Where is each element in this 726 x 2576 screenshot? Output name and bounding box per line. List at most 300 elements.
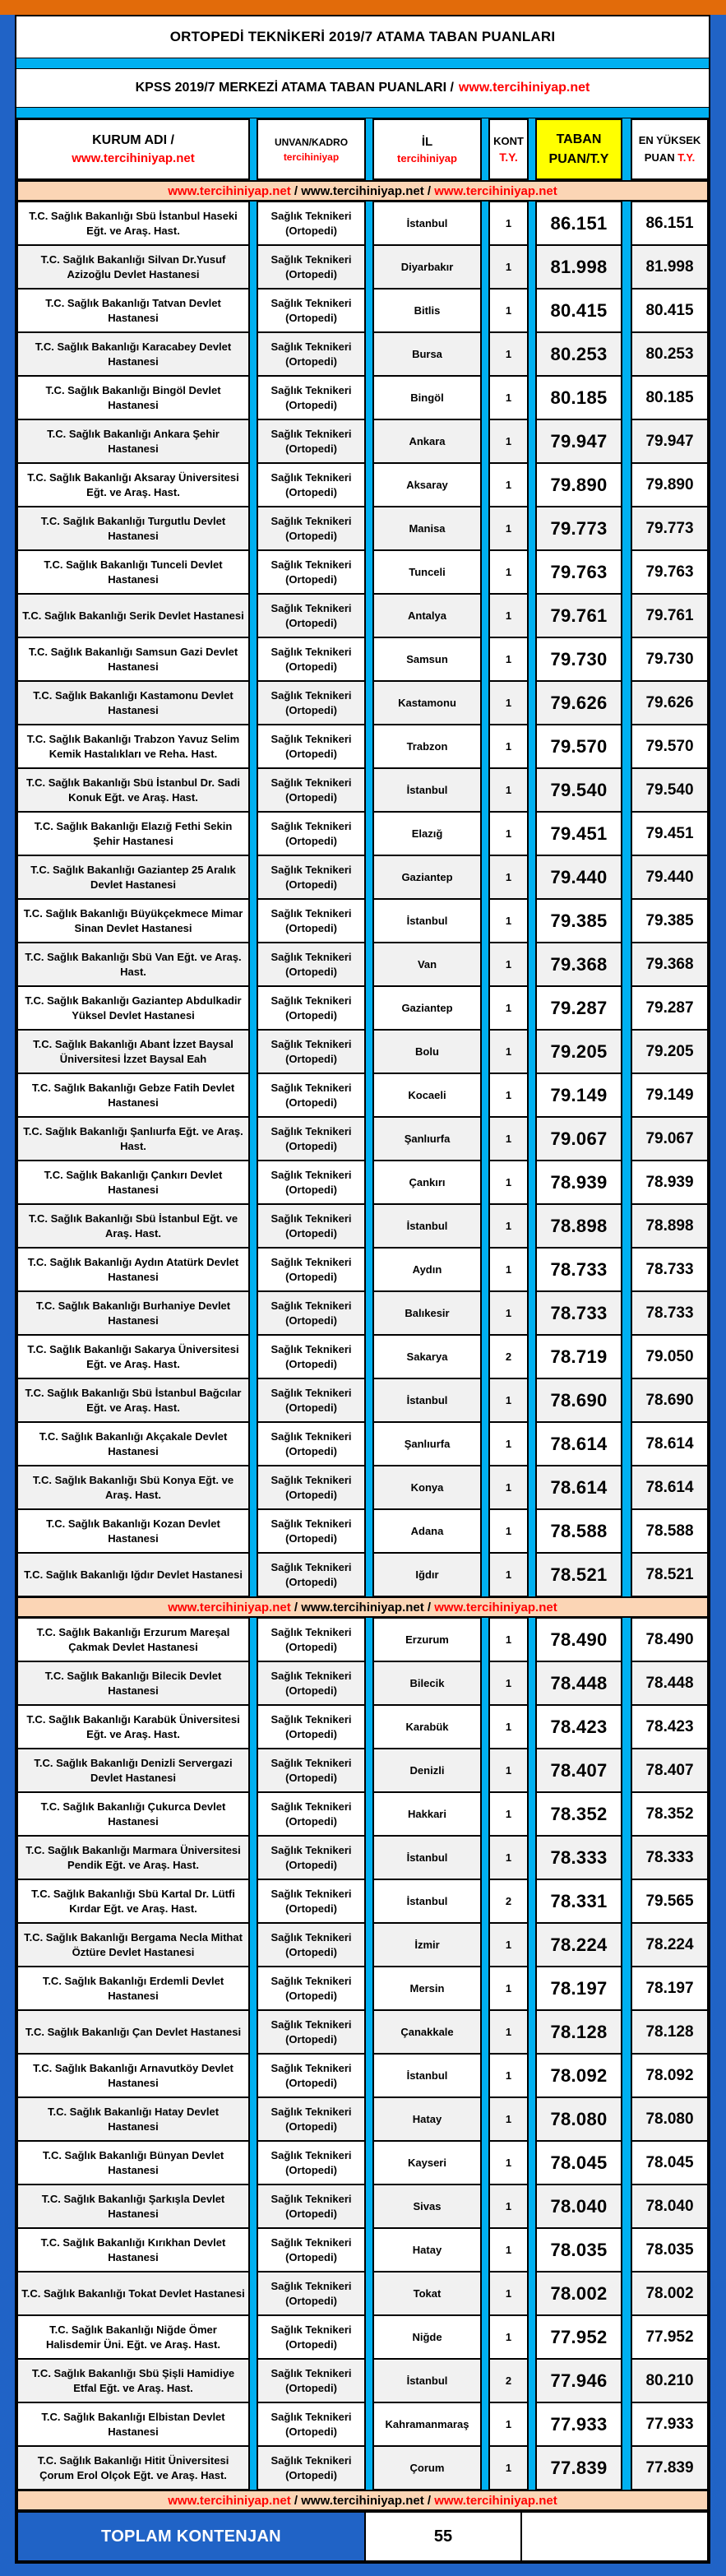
cell-en-yuksek-puan: 78.448 [631,1661,709,1705]
header-yuksek-line1: EN YÜKSEK [638,133,701,146]
table-row [16,1466,709,1509]
cell-kontenjan: 1 [488,1248,529,1291]
header-kurum-label: KURUM ADI / [92,133,174,147]
cell-kontenjan: 1 [488,768,529,812]
cell-unvan-kadro: Sağlık Teknikeri (Ortopedi) [257,463,366,507]
cell-en-yuksek-puan: 78.045 [631,2141,709,2185]
banner-link-1[interactable]: www.tercihiniyap.net [168,2493,291,2508]
cell-kurum-adi: T.C. Sağlık Bakanlığı Karabük Üniversitesi Eğt. ve Araş. Hast. [16,1705,250,1749]
cell-taban-puan: 80.253 [535,332,622,376]
cell-unvan-kadro: Sağlık Teknikeri (Ortopedi) [257,1923,366,1967]
cell-unvan-kadro: Sağlık Teknikeri (Ortopedi) [257,332,366,376]
cell-unvan-kadro: Sağlık Teknikeri (Ortopedi) [257,2315,366,2359]
cell-en-yuksek-puan: 77.839 [631,2446,709,2490]
cell-kurum-adi: T.C. Sağlık Bakanlığı Bünyan Devlet Hastanesi [16,2141,250,2185]
divider-bar-bottom [16,107,709,118]
cell-taban-puan: 78.719 [535,1335,622,1378]
cell-il: İstanbul [372,1204,482,1248]
cell-unvan-kadro: Sağlık Teknikeri (Ortopedi) [257,1879,366,1923]
cell-kurum-adi: T.C. Sağlık Bakanlığı Abant İzzet Baysal Üniversitesi İzzet Baysal Eah [16,1030,250,1073]
cell-il: Şanlıurfa [372,1422,482,1466]
cell-en-yuksek-puan: 79.890 [631,463,709,507]
cell-kontenjan: 1 [488,419,529,463]
cell-en-yuksek-puan: 79.385 [631,899,709,943]
cell-en-yuksek-puan: 78.588 [631,1509,709,1553]
table-row [16,681,709,725]
cell-unvan-kadro: Sağlık Teknikeri (Ortopedi) [257,507,366,550]
table-row [16,899,709,943]
cell-unvan-kadro: Sağlık Teknikeri (Ortopedi) [257,419,366,463]
cell-en-yuksek-puan: 78.939 [631,1161,709,1204]
cell-taban-puan: 79.287 [535,986,622,1030]
table-row [16,637,709,681]
cell-il: Ankara [372,419,482,463]
cell-en-yuksek-puan: 79.773 [631,507,709,550]
cell-kurum-adi: T.C. Sağlık Bakanlığı Elazığ Fethi Sekin Şehir Hastanesi [16,812,250,855]
cell-kurum-adi: T.C. Sağlık Bakanlığı Ankara Şehir Hastanesi [16,419,250,463]
cell-kurum-adi: T.C. Sağlık Bakanlığı Kozan Devlet Hastanesi [16,1509,250,1553]
cell-il: Bilecik [372,1661,482,1705]
cell-taban-puan: 79.149 [535,1073,622,1117]
cell-il: Diyarbakır [372,245,482,289]
cell-kontenjan: 1 [488,1161,529,1204]
cell-kurum-adi: T.C. Sağlık Bakanlığı Akçakale Devlet Hastanesi [16,1422,250,1466]
table-row [16,1967,709,2010]
cell-taban-puan: 78.448 [535,1661,622,1705]
cell-il: Trabzon [372,725,482,768]
cell-kurum-adi: T.C. Sağlık Bakanlığı Gaziantep 25 Aralık Devlet Hastanesi [16,855,250,899]
cell-en-yuksek-puan: 79.287 [631,986,709,1030]
cell-en-yuksek-puan: 79.540 [631,768,709,812]
page-title-text: ORTOPEDİ TEKNİKERİ 2019/7 ATAMA TABAN PUANLARI [169,29,556,44]
cell-kontenjan: 1 [488,463,529,507]
cell-unvan-kadro: Sağlık Teknikeri (Ortopedi) [257,289,366,332]
cell-taban-puan: 79.440 [535,855,622,899]
cell-il: Balıkesir [372,1291,482,1335]
cell-taban-puan: 78.939 [535,1161,622,1204]
cell-taban-puan: 79.570 [535,725,622,768]
cell-kurum-adi: T.C. Sağlık Bakanlığı Tokat Devlet Hastanesi [16,2272,250,2315]
cell-kontenjan: 1 [488,1466,529,1509]
cell-taban-puan: 79.626 [535,681,622,725]
cell-en-yuksek-puan: 80.185 [631,376,709,419]
cell-il: Kocaeli [372,1073,482,1117]
cell-kontenjan: 1 [488,1553,529,1596]
cell-en-yuksek-puan: 79.368 [631,943,709,986]
cell-en-yuksek-puan: 78.690 [631,1378,709,1422]
cell-unvan-kadro: Sağlık Teknikeri (Ortopedi) [257,943,366,986]
cell-kurum-adi: T.C. Sağlık Bakanlığı Bingöl Devlet Hastanesi [16,376,250,419]
cell-kontenjan: 1 [488,1030,529,1073]
cell-en-yuksek-puan: 78.040 [631,2185,709,2228]
cell-kontenjan: 1 [488,1073,529,1117]
table-row [16,594,709,637]
header-kurum [16,118,250,180]
table-row [16,2185,709,2228]
cell-kontenjan: 1 [488,202,529,245]
cell-kontenjan: 1 [488,1422,529,1466]
cell-en-yuksek-puan: 79.149 [631,1073,709,1117]
cell-en-yuksek-puan: 78.333 [631,1836,709,1879]
cell-kurum-adi: T.C. Sağlık Bakanlığı Marmara Üniversitesi Pendik Eğt. ve Araş. Hast. [16,1836,250,1879]
header-yuksek-line2: PUAN T.Y. [644,151,696,164]
cell-unvan-kadro: Sağlık Teknikeri (Ortopedi) [257,550,366,594]
cell-il: İstanbul [372,768,482,812]
cell-taban-puan: 81.998 [535,245,622,289]
cell-unvan-kadro: Sağlık Teknikeri (Ortopedi) [257,1661,366,1705]
cell-en-yuksek-puan: 77.933 [631,2402,709,2446]
cell-en-yuksek-puan: 79.440 [631,855,709,899]
cell-taban-puan: 79.761 [535,594,622,637]
cell-kontenjan: 1 [488,1204,529,1248]
cell-kontenjan: 1 [488,2141,529,2185]
cell-en-yuksek-puan: 79.565 [631,1879,709,1923]
cell-kurum-adi: T.C. Sağlık Bakanlığı Hitit Üniversitesi Çorum Erol Olçok Eğt. ve Araş. Hast. [16,2446,250,2490]
cell-il: Hakkari [372,1792,482,1836]
cell-kontenjan: 1 [488,2010,529,2054]
cell-en-yuksek-puan: 80.253 [631,332,709,376]
cell-en-yuksek-puan: 78.898 [631,1204,709,1248]
cell-kontenjan: 1 [488,855,529,899]
table-row [16,768,709,812]
cell-kurum-adi: T.C. Sağlık Bakanlığı Sbü Konya Eğt. ve Araş. Hast. [16,1466,250,1509]
cell-kurum-adi: T.C. Sağlık Bakanlığı Silvan Dr.Yusuf Azizoğlu Devlet Hastanesi [16,245,250,289]
cell-unvan-kadro: Sağlık Teknikeri (Ortopedi) [257,1509,366,1553]
header-il-link: tercihiniyap [397,151,457,164]
cell-taban-puan: 79.540 [535,768,622,812]
cell-il: Iğdır [372,1553,482,1596]
page-title [16,16,709,58]
cell-kurum-adi: T.C. Sağlık Bakanlığı Sbü Kartal Dr. Lütfi Kırdar Eğt. ve Araş. Hast. [16,1879,250,1923]
cell-en-yuksek-puan: 79.050 [631,1335,709,1378]
banner-link-3[interactable]: www.tercihiniyap.net [434,2493,557,2508]
cell-kurum-adi: T.C. Sağlık Bakanlığı Çan Devlet Hastanesi [16,2010,250,2054]
cell-taban-puan: 79.385 [535,899,622,943]
cell-il: Aksaray [372,463,482,507]
top-orange-bar [0,0,726,15]
cell-kontenjan: 1 [488,245,529,289]
cell-il: İstanbul [372,1378,482,1422]
cell-taban-puan: 78.224 [535,1923,622,1967]
table-row [16,2054,709,2097]
cell-kurum-adi: T.C. Sağlık Bakanlığı Arnavutköy Devlet Hastanesi [16,2054,250,2097]
cell-unvan-kadro: Sağlık Teknikeri (Ortopedi) [257,899,366,943]
banner-link-2[interactable]: www.tercihiniyap.net [301,1600,424,1615]
cell-unvan-kadro: Sağlık Teknikeri (Ortopedi) [257,2272,366,2315]
cell-il: Karabük [372,1705,482,1749]
cell-en-yuksek-puan: 78.614 [631,1422,709,1466]
banner-link-3[interactable]: www.tercihiniyap.net [434,183,557,198]
table-row [16,1705,709,1749]
cell-kurum-adi: T.C. Sağlık Bakanlığı Sbü İstanbul Eğt. ve Araş. Hast. [16,1204,250,1248]
cell-kontenjan: 1 [488,1967,529,2010]
table-row [16,725,709,768]
cell-taban-puan: 78.423 [535,1705,622,1749]
cell-kurum-adi: T.C. Sağlık Bakanlığı Karacabey Devlet Hastanesi [16,332,250,376]
table-row [16,1204,709,1248]
cell-unvan-kadro: Sağlık Teknikeri (Ortopedi) [257,2359,366,2402]
cell-kontenjan: 1 [488,2272,529,2315]
cell-il: Çanakkale [372,2010,482,2054]
cell-taban-puan: 77.933 [535,2402,622,2446]
cell-kurum-adi: T.C. Sağlık Bakanlığı Bilecik Devlet Hastanesi [16,1661,250,1705]
cell-en-yuksek-puan: 79.205 [631,1030,709,1073]
cell-il: İstanbul [372,899,482,943]
cell-kontenjan: 1 [488,507,529,550]
cell-kontenjan: 1 [488,289,529,332]
banner-link-2[interactable]: www.tercihiniyap.net [301,2493,424,2508]
cell-il: Tokat [372,2272,482,2315]
cell-taban-puan: 78.614 [535,1422,622,1466]
cell-kurum-adi: T.C. Sağlık Bakanlığı Hatay Devlet Hastanesi [16,2097,250,2141]
table-row [16,1749,709,1792]
cell-kurum-adi: T.C. Sağlık Bakanlığı Şarkışla Devlet Hastanesi [16,2185,250,2228]
cell-unvan-kadro: Sağlık Teknikeri (Ortopedi) [257,986,366,1030]
cell-il: Denizli [372,1749,482,1792]
cell-kontenjan: 1 [488,594,529,637]
cell-unvan-kadro: Sağlık Teknikeri (Ortopedi) [257,594,366,637]
table-row [16,2141,709,2185]
cell-il: Kastamonu [372,681,482,725]
table-row [16,2359,709,2402]
cell-kurum-adi: T.C. Sağlık Bakanlığı Çankırı Devlet Hastanesi [16,1161,250,1204]
cell-kurum-adi: T.C. Sağlık Bakanlığı Burhaniye Devlet Hastanesi [16,1291,250,1335]
cell-il: Şanlıurfa [372,1117,482,1161]
total-quota-label: TOPLAM KONTENJAN [16,2511,366,2562]
header-kurum-link[interactable]: www.tercihiniyap.net [72,151,195,165]
cell-kontenjan: 1 [488,725,529,768]
cell-unvan-kadro: Sağlık Teknikeri (Ortopedi) [257,681,366,725]
cell-il: Gaziantep [372,986,482,1030]
cell-kontenjan: 1 [488,2054,529,2097]
cell-il: Hatay [372,2097,482,2141]
cell-taban-puan: 78.128 [535,2010,622,2054]
cell-en-yuksek-puan: 79.451 [631,812,709,855]
cell-il: Konya [372,1466,482,1509]
cell-il: İstanbul [372,202,482,245]
cell-il: Elazığ [372,812,482,855]
table-row [16,1836,709,1879]
table-row [16,986,709,1030]
cell-kurum-adi: T.C. Sağlık Bakanlığı Aydın Atatürk Devlet Hastanesi [16,1248,250,1291]
cell-kurum-adi: T.C. Sağlık Bakanlığı Sbü Van Eğt. ve Araş. Hast. [16,943,250,986]
table-row [16,1509,709,1553]
cell-taban-puan: 79.947 [535,419,622,463]
cell-en-yuksek-puan: 78.407 [631,1749,709,1792]
cell-unvan-kadro: Sağlık Teknikeri (Ortopedi) [257,2402,366,2446]
cell-il: Mersin [372,1967,482,2010]
cell-en-yuksek-puan: 81.998 [631,245,709,289]
cell-taban-puan: 77.839 [535,2446,622,2490]
subtitle-link[interactable]: www.tercihiniyap.net [458,81,590,95]
cell-en-yuksek-puan: 78.224 [631,1923,709,1967]
banner-link-3[interactable]: www.tercihiniyap.net [434,1600,557,1615]
cell-kurum-adi: T.C. Sağlık Bakanlığı Büyükçekmece Mimar Sinan Devlet Hastanesi [16,899,250,943]
cell-kontenjan: 1 [488,681,529,725]
cell-il: Van [372,943,482,986]
cell-taban-puan: 79.067 [535,1117,622,1161]
cell-il: Adana [372,1509,482,1553]
cell-unvan-kadro: Sağlık Teknikeri (Ortopedi) [257,1749,366,1792]
cell-kurum-adi: T.C. Sağlık Bakanlığı Denizli Servergazi Devlet Hastanesi [16,1749,250,1792]
cell-unvan-kadro: Sağlık Teknikeri (Ortopedi) [257,637,366,681]
cell-il: Çorum [372,2446,482,2490]
table-row [16,202,709,245]
table-row [16,2402,709,2446]
cell-il: Aydın [372,1248,482,1291]
header-taban-puan [535,118,622,180]
table-row [16,1030,709,1073]
cell-il: Sakarya [372,1335,482,1378]
cell-kurum-adi: T.C. Sağlık Bakanlığı Samsun Gazi Devlet Hastanesi [16,637,250,681]
cell-unvan-kadro: Sağlık Teknikeri (Ortopedi) [257,1836,366,1879]
table-row [16,2272,709,2315]
cell-taban-puan: 79.730 [535,637,622,681]
cell-taban-puan: 78.092 [535,2054,622,2097]
cell-kontenjan: 1 [488,2315,529,2359]
cell-unvan-kadro: Sağlık Teknikeri (Ortopedi) [257,1378,366,1422]
table-row [16,855,709,899]
cell-il: İstanbul [372,1836,482,1879]
cell-en-yuksek-puan: 77.952 [631,2315,709,2359]
cell-kurum-adi: T.C. Sağlık Bakanlığı Bergama Necla Mithat Öztüre Devlet Hastanesi [16,1923,250,1967]
cell-kontenjan: 1 [488,332,529,376]
cell-taban-puan: 86.151 [535,202,622,245]
cell-il: İstanbul [372,2054,482,2097]
footer-row [16,2511,709,2562]
cell-il: Antalya [372,594,482,637]
cell-en-yuksek-puan: 78.035 [631,2228,709,2272]
header-kont [488,118,529,180]
cell-en-yuksek-puan: 78.521 [631,1553,709,1596]
cell-kurum-adi: T.C. Sağlık Bakanlığı Gaziantep Abdulkadir Yüksel Devlet Hastanesi [16,986,250,1030]
cell-kurum-adi: T.C. Sağlık Bakanlığı Turgutlu Devlet Hastanesi [16,507,250,550]
banner-link-2[interactable]: www.tercihiniyap.net [301,183,424,198]
table-row [16,2228,709,2272]
cell-kurum-adi: T.C. Sağlık Bakanlığı Aksaray Üniversitesi Eğt. ve Araş. Hast. [16,463,250,507]
cell-en-yuksek-puan: 80.210 [631,2359,709,2402]
banner-link-1[interactable]: www.tercihiniyap.net [168,1600,291,1615]
cell-kontenjan: 1 [488,637,529,681]
cell-unvan-kadro: Sağlık Teknikeri (Ortopedi) [257,768,366,812]
cell-unvan-kadro: Sağlık Teknikeri (Ortopedi) [257,855,366,899]
cell-kurum-adi: T.C. Sağlık Bakanlığı Serik Devlet Hastanesi [16,594,250,637]
rows-section-2 [16,1618,709,2490]
cell-unvan-kadro: Sağlık Teknikeri (Ortopedi) [257,1466,366,1509]
cell-il: İstanbul [372,1879,482,1923]
table-row [16,1792,709,1836]
cell-unvan-kadro: Sağlık Teknikeri (Ortopedi) [257,376,366,419]
table-row [16,1073,709,1117]
table-row [16,812,709,855]
cell-unvan-kadro: Sağlık Teknikeri (Ortopedi) [257,2054,366,2097]
cell-taban-puan: 78.898 [535,1204,622,1248]
cell-taban-puan: 77.952 [535,2315,622,2359]
cell-kurum-adi: T.C. Sağlık Bakanlığı Iğdır Devlet Hastanesi [16,1553,250,1596]
cell-taban-puan: 80.415 [535,289,622,332]
cell-il: Tunceli [372,550,482,594]
cell-en-yuksek-puan: 78.092 [631,2054,709,2097]
rows-section-1 [16,202,709,1596]
cell-kontenjan: 1 [488,1291,529,1335]
cell-il: Sivas [372,2185,482,2228]
cell-taban-puan: 78.035 [535,2228,622,2272]
table-row [16,463,709,507]
cell-unvan-kadro: Sağlık Teknikeri (Ortopedi) [257,2228,366,2272]
table-row [16,2097,709,2141]
table-row [16,1661,709,1705]
table-row [16,2010,709,2054]
cell-il: Bitlis [372,289,482,332]
cell-taban-puan: 78.690 [535,1378,622,1422]
cell-unvan-kadro: Sağlık Teknikeri (Ortopedi) [257,1705,366,1749]
cell-en-yuksek-puan: 86.151 [631,202,709,245]
cell-il: Bursa [372,332,482,376]
score-table [15,15,710,2564]
cell-en-yuksek-puan: 78.197 [631,1967,709,2010]
cell-kurum-adi: T.C. Sağlık Bakanlığı Şanlıurfa Eğt. ve Araş. Hast. [16,1117,250,1161]
banner-link-1[interactable]: www.tercihiniyap.net [168,183,291,198]
cell-unvan-kadro: Sağlık Teknikeri (Ortopedi) [257,725,366,768]
cell-unvan-kadro: Sağlık Teknikeri (Ortopedi) [257,1248,366,1291]
header-il [372,118,482,180]
cell-kontenjan: 1 [488,1749,529,1792]
cell-taban-puan: 78.045 [535,2141,622,2185]
cell-en-yuksek-puan: 79.947 [631,419,709,463]
cell-taban-puan: 78.407 [535,1749,622,1792]
cell-il: Niğde [372,2315,482,2359]
table-row [16,1291,709,1335]
cell-kontenjan: 1 [488,1792,529,1836]
cell-il: Kahramanmaraş [372,2402,482,2446]
site-banner-bottom: www.tercihiniyap.net / www.tercihiniyap.net / www.tercihiniyap.net [16,2490,709,2511]
cell-unvan-kadro: Sağlık Teknikeri (Ortopedi) [257,1291,366,1335]
table-row [16,1618,709,1661]
cell-taban-puan: 78.490 [535,1618,622,1661]
header-il-label: İL [421,134,433,149]
header-unvan [257,118,366,180]
cell-en-yuksek-puan: 78.733 [631,1248,709,1291]
cell-il: Manisa [372,507,482,550]
cell-taban-puan: 78.040 [535,2185,622,2228]
cell-en-yuksek-puan: 79.730 [631,637,709,681]
cell-kurum-adi: T.C. Sağlık Bakanlığı Trabzon Yavuz Selim Kemik Hastalıkları ve Reha. Hast. [16,725,250,768]
table-header-row [16,118,709,180]
cell-unvan-kadro: Sağlık Teknikeri (Ortopedi) [257,1335,366,1378]
cell-kurum-adi: T.C. Sağlık Bakanlığı Erzurum Mareşal Çakmak Devlet Hastanesi [16,1618,250,1661]
divider-bar-top [16,58,709,69]
cell-kontenjan: 1 [488,376,529,419]
cell-taban-puan: 79.368 [535,943,622,986]
table-row [16,1879,709,1923]
cell-kontenjan: 1 [488,1509,529,1553]
cell-il: İstanbul [372,2359,482,2402]
table-row [16,1117,709,1161]
cell-kurum-adi: T.C. Sağlık Bakanlığı Sbü Şişli Hamidiye Etfal Eğt. ve Araş. Hast. [16,2359,250,2402]
cell-taban-puan: 78.333 [535,1836,622,1879]
cell-unvan-kadro: Sağlık Teknikeri (Ortopedi) [257,1553,366,1596]
cell-kurum-adi: T.C. Sağlık Bakanlığı Tatvan Devlet Hastanesi [16,289,250,332]
cell-en-yuksek-puan: 79.761 [631,594,709,637]
cell-taban-puan: 79.205 [535,1030,622,1073]
cell-taban-puan: 77.946 [535,2359,622,2402]
cell-kontenjan: 1 [488,812,529,855]
header-en-yuksek [631,118,709,180]
cell-en-yuksek-puan: 78.128 [631,2010,709,2054]
cell-taban-puan: 78.614 [535,1466,622,1509]
cell-kontenjan: 1 [488,1705,529,1749]
cell-il: İzmir [372,1923,482,1967]
